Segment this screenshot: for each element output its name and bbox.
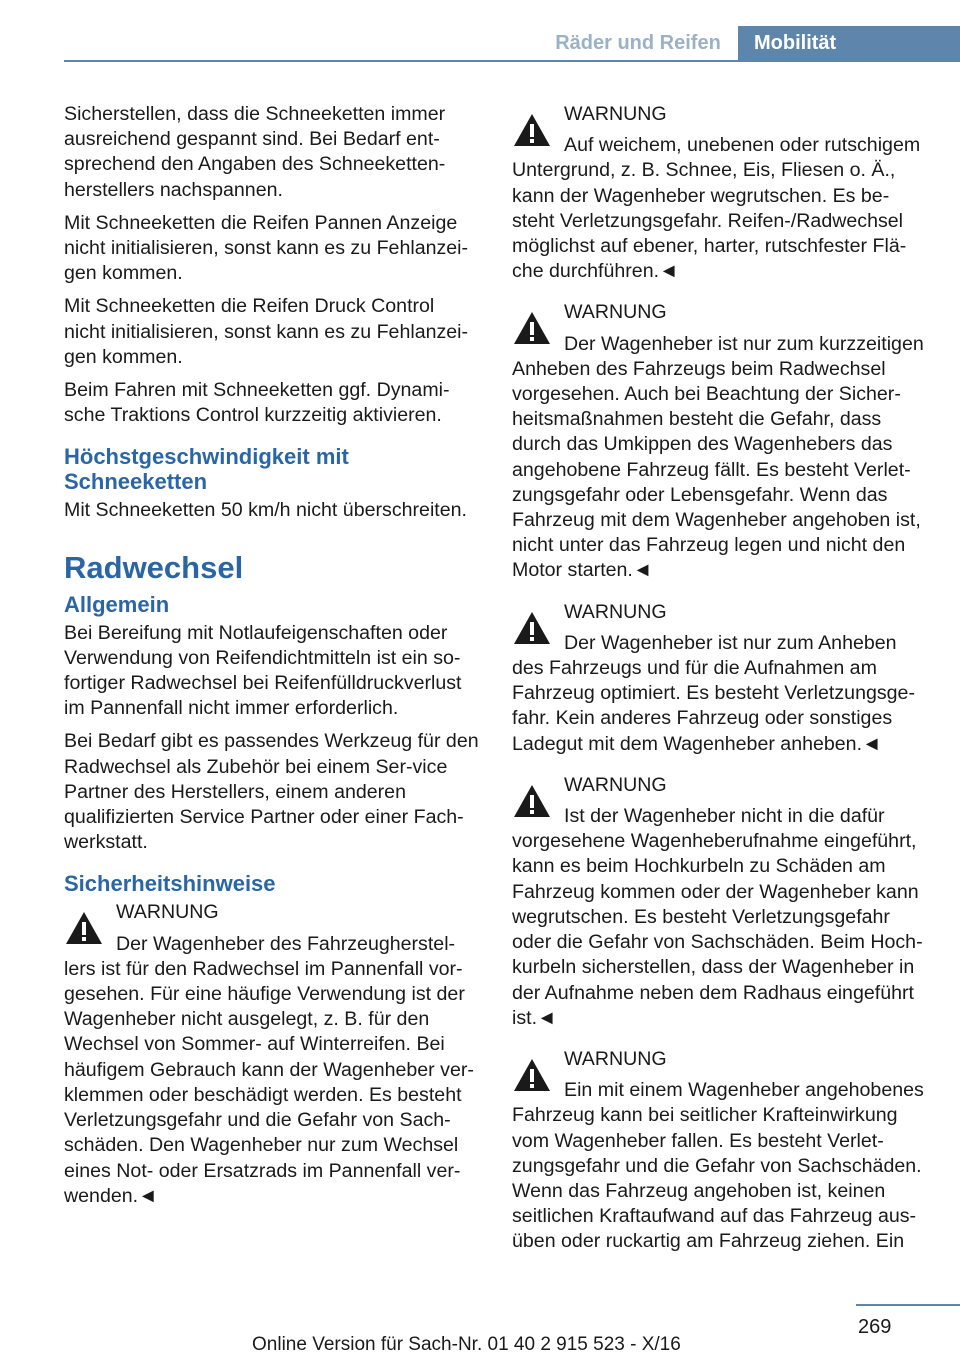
right-column xyxy=(512,102,928,1271)
warning-text-first-line: Der Wagenheber des Fahrzeugherstel‐ xyxy=(116,932,456,955)
warning-block xyxy=(512,300,928,583)
warning-block xyxy=(512,102,928,284)
warning-text-first-line: Ist der Wagenheber nicht in die dafür xyxy=(564,805,885,828)
warning-text: vorgesehene Wagenheberufnahme eingeführt, kann es beim Hochkurbeln zu Schäden am Fahrzeug kommen oder der Wagenheber kann wegrutschen. Es besteht Verletzungsgefahr oder die Gefahr von Sachschäden. Beim Hoch‐kurbeln sicherstellen, dass der Wagenheber in der Aufnahme neben dem Radhaus eingeführt ist.◄ xyxy=(512,830,923,1029)
header-tab-mobilitaet: Mobilität xyxy=(738,26,960,60)
warning-icon xyxy=(512,1057,552,1093)
warning-text-first-line: Der Wagenheber ist nur zum kurzzeitigen xyxy=(564,332,924,355)
left-column xyxy=(64,102,480,1225)
warning-block xyxy=(512,773,928,1031)
paragraph: Bei Bereifung mit Notlaufeigenschaften oder Verwendung von Reifendichtmitteln ist ein so‐fortiger Radwechsel bei Reifenfülldruckverlust im Pannenfall nicht immer erforderlich. xyxy=(64,621,462,720)
warning-title: WARNUNG xyxy=(564,773,667,796)
paragraph: Mit Schneeketten die Reifen Pannen Anzeige nicht initialisieren, sonst kann es zu Fehlanzei‐gen kommen. xyxy=(64,211,469,285)
heading-allgemein: Allgemein xyxy=(64,591,170,617)
warning-text: lers ist für den Radwechsel im Pannenfall vor‐gesehen. Für eine häufige Verwendung ist der Wagenheber nicht ausgelegt, z. B. für den Wechsel von Sommer- auf Winterreifen. Bei häufigem Gebrauch kann der Wagenheber ver‐klemmen oder beschädigt werden. Es besteht Verletzungsgefahr und die Gefahr von Sach‐schäden. Den Wagenheber nur zum Wechsel eines Not- oder Ersatzrads im Pannenfall ver‐wenden.◄ xyxy=(64,957,474,1207)
warning-title: WARNUNG xyxy=(564,1047,667,1070)
warning-title: WARNUNG xyxy=(116,901,219,924)
paragraph: Mit Schneeketten die Reifen Druck Control nicht initialisieren, sonst kann es zu Fehlanzei‐gen kommen. xyxy=(64,295,469,368)
warning-icon xyxy=(512,783,552,819)
footer-online-version: Online Version für Sach-Nr. 01 40 2 915 523 - X/16 xyxy=(252,1334,681,1355)
paragraph: Bei Bedarf gibt es passendes Werkzeug für den Radwechsel als Zubehör bei einem Ser‐vice Partner des Herstellers, einem anderen qualifizierten Service Partner oder einer Fach‐werkstatt. xyxy=(64,730,479,854)
warning-icon xyxy=(512,112,552,148)
warning-block xyxy=(64,900,480,1208)
paragraph: Mit Schneeketten 50 km/h nicht überschreiten. xyxy=(64,499,467,522)
page-number: 269 xyxy=(858,1316,892,1338)
header-tab-raeder-und-reifen: Räder und Reifen xyxy=(555,32,721,54)
warning-text: Untergrund, z. B. Schnee, Eis, Fliesen o. Ä., kann der Wagenheber wegrutschen. Es be‐steht Verletzungsgefahr. Reifen-/Radwechsel möglichst auf ebener, harter, rutschfester Flä‐che durchführen.◄ xyxy=(512,159,907,283)
warning-text: Fahrzeug kann bei seitlicher Krafteinwirkung vom Wagenheber fallen. Es besteht Verlet‐zungsgefahr und die Gefahr von Sachschäden. Wenn das Fahrzeug angehoben ist, keinen seitlichen Kraftaufwand auf das Fahrzeug aus‐üben oder ruckartig am Fahrzeug ziehen. Ein xyxy=(512,1104,922,1253)
warning-icon xyxy=(512,610,552,646)
warning-block xyxy=(512,600,928,757)
warning-icon xyxy=(512,310,552,346)
paragraph: Beim Fahren mit Schneeketten ggf. Dynami‐sche Traktions Control kurzzeitig aktivieren. xyxy=(64,379,450,427)
warning-text: des Fahrzeugs und für die Aufnahmen am Fahrzeug optimiert. Es besteht Verletzungsge‐fahr. Kein anderes Fahrzeug oder sonstiges Ladegut mit dem Wagenheber anheben.◄ xyxy=(512,657,915,755)
paragraph: Sicherstellen, dass die Schneeketten immer ausreichend gespannt sind. Bei Bedarf ent‐sprechend den Angaben des Schneeketten‐herstellers nachspannen. xyxy=(64,103,446,201)
heading-sicherheitshinweise: Sicherheitshinweise xyxy=(64,871,276,897)
warning-title: WARNUNG xyxy=(564,600,667,623)
warning-text-first-line: Auf weichem, unebenen oder rutschigem xyxy=(564,134,921,157)
warning-text: Anheben des Fahrzeugs beim Radwechsel vorgesehen. Auch bei Beachtung der Sicher‐heitsmaßnahmen besteht die Gefahr, dass durch das Umkippen des Wagenhebers das angehobene Fahrzeug fällt. Es besteht Verlet‐zungsgefahr oder Lebensgefahr. Wenn das Fahrzeug mit dem Wagenheber angehoben ist, nicht unter das Fahrzeug legen und nicht den Motor starten.◄ xyxy=(512,357,921,582)
header-rule xyxy=(64,60,960,62)
warning-block xyxy=(512,1047,928,1255)
footer-rule xyxy=(856,1304,960,1306)
warning-text-first-line: Der Wagenheber ist nur zum Anheben xyxy=(564,631,897,654)
warning-title: WARNUNG xyxy=(564,103,667,125)
warning-text-first-line: Ein mit einem Wagenheber angehobenes xyxy=(564,1079,924,1102)
heading-radwechsel: Radwechsel xyxy=(64,549,244,585)
warning-title: WARNUNG xyxy=(564,301,667,324)
heading-hoechstgeschwindigkeit: Höchstgeschwindigkeit mit Schneeketten xyxy=(64,444,349,495)
warning-icon xyxy=(64,910,104,946)
